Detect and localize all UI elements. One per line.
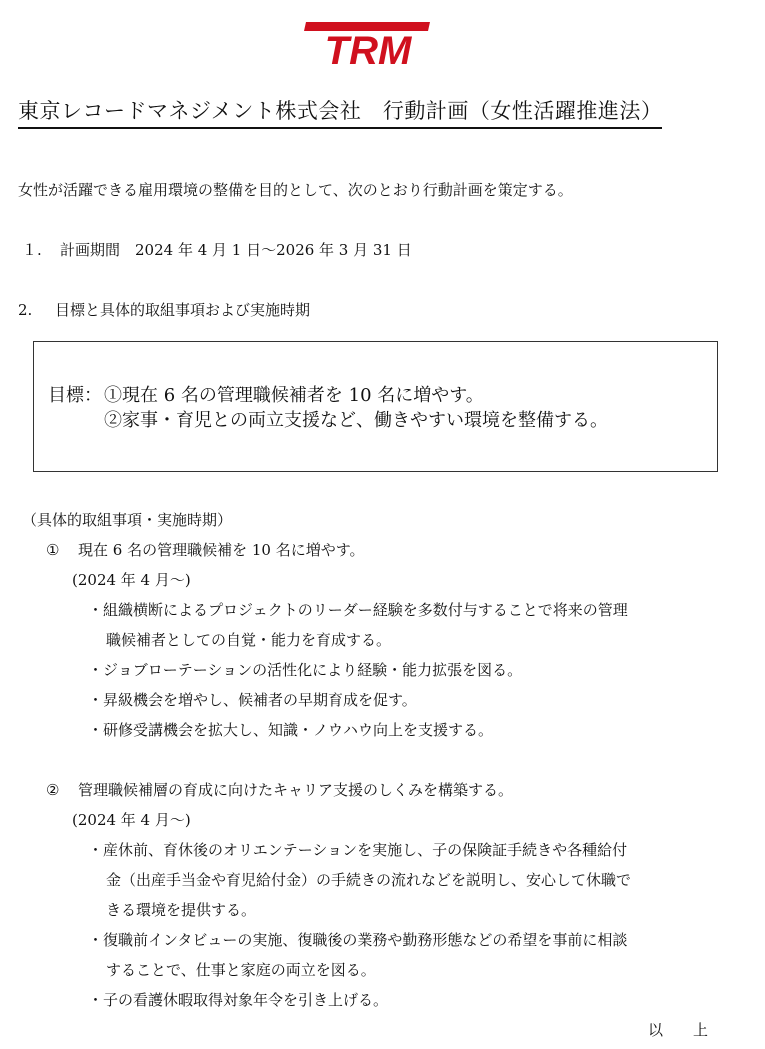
goals-box — [33, 341, 718, 472]
measure1-bullet: ・組織横断によるプロジェクトのリーダー経験を多数付与することで将来の管理 — [88, 601, 628, 619]
plan-period: 計画期間 2024 年 4 月 1 日～2026 年 3 月 31 日 — [60, 241, 412, 259]
intro-text: 女性が活躍できる雇用環境の整備を目的として、次のとおり行動計画を策定する。 — [18, 181, 573, 199]
measures-heading: （具体的取組事項・実施時期） — [22, 511, 233, 529]
section2-number: 2. — [18, 301, 33, 319]
closing-text: 以 上 — [648, 1021, 709, 1039]
measure1-title: 現在 6 名の管理職候補を 10 名に増やす。 — [78, 541, 365, 559]
measure2-period: (2024 年 4 月～) — [72, 811, 191, 829]
measure1-marker: ① — [46, 541, 60, 559]
trm-logo — [300, 18, 436, 70]
measure1-bullet: ・昇級機会を増やし、候補者の早期育成を促す。 — [88, 691, 417, 709]
goals-label: 目標： — [48, 385, 102, 406]
measure1-bullet-cont: 職候補者としての自覚・能力を育成する。 — [106, 631, 392, 649]
document-title: 東京レコードマネジメント株式会社 行動計画（女性活躍推進法） — [18, 98, 662, 129]
measure2-bullet-cont: 金（出産手当金や育児給付金）の手続きの流れなどを説明し、安心して休職で — [106, 871, 632, 889]
measure2-bullet: ・産休前、育休後のオリエンテーションを実施し、子の保険証手続きや各種給付 — [88, 841, 628, 859]
measure2-bullet-cont: きる環境を提供する。 — [106, 901, 257, 919]
measure2-title: 管理職候補層の育成に向けたキャリア支援のしくみを構築する。 — [78, 781, 514, 799]
goal-item-2: ②家事・育児との両立支援など、働きやすい環境を整備する。 — [104, 410, 608, 431]
section2-heading: 目標と具体的取組事項および実施時期 — [55, 301, 311, 319]
measure2-bullet-cont: することで、仕事と家庭の両立を図る。 — [106, 961, 376, 979]
measure1-bullet: ・研修受講機会を拡大し、知識・ノウハウ向上を支援する。 — [88, 721, 494, 739]
measure2-bullet: ・子の看護休暇取得対象年令を引き上げる。 — [88, 991, 389, 1009]
measure1-bullet: ・ジョブローテーションの活性化により経験・能力拡張を図る。 — [88, 661, 523, 679]
section1-number: １. — [22, 241, 42, 259]
measure2-marker: ② — [46, 781, 60, 799]
goal-item-1: ①現在 6 名の管理職候補者を 10 名に増やす。 — [104, 385, 484, 406]
logo-text: TRM — [324, 29, 412, 70]
measure2-bullet: ・復職前インタビューの実施、復職後の業務や勤務形態などの希望を事前に相談 — [88, 931, 628, 949]
measure1-period: (2024 年 4 月～) — [72, 571, 191, 589]
